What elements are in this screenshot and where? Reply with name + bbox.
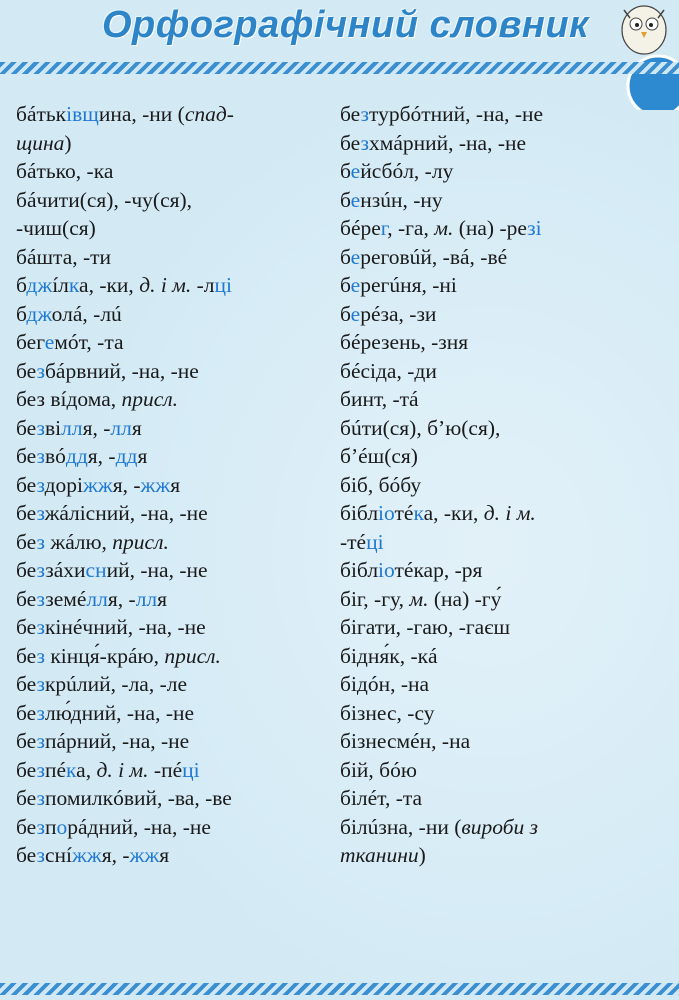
highlighted-letters: і — [378, 501, 385, 525]
entry-text: бе — [16, 444, 37, 468]
dictionary-entry — [340, 727, 665, 756]
entry-text: б — [340, 244, 351, 269]
highlighted-letters: жж — [72, 843, 102, 867]
entry-text: я — [137, 444, 148, 468]
highlighted-letters: лл — [110, 415, 132, 440]
entry-text: снí — [44, 843, 72, 867]
entry-text: -тé — [340, 529, 367, 554]
dictionary-entry — [340, 699, 665, 728]
entry-text: п — [44, 814, 57, 839]
dictionary-entry — [16, 471, 341, 500]
entry-text: я — [131, 415, 142, 440]
highlighted-letters: з — [36, 501, 45, 525]
entry-text: а, — [76, 757, 97, 782]
dictionary-entry — [16, 813, 341, 842]
entry-text: бе — [340, 130, 361, 155]
highlighted-letters: з — [36, 358, 45, 383]
entry-text: -л — [191, 273, 215, 297]
entry-text: бе — [16, 814, 37, 839]
dictionary-entry — [340, 841, 665, 870]
entry-text: крúлий, -ла, -ле — [44, 672, 188, 696]
entry-text: турбóтний, -на, -не — [368, 102, 544, 126]
entry-text: бе — [16, 358, 37, 383]
entry-text: бізнес, -су — [340, 700, 435, 725]
entry-text: бе — [16, 529, 37, 554]
entry-text: хмáрний, -на, -не — [368, 130, 527, 155]
entry-text: бинт, -тá — [340, 387, 419, 411]
dictionary-entry — [16, 613, 341, 642]
entry-text: бáчити(ся), -чу(ся), — [16, 187, 193, 212]
entry-text: б — [340, 301, 351, 326]
entry-text: жáлю, — [44, 529, 113, 554]
highlighted-letters: з — [36, 672, 45, 696]
entry-text: а, -ки, — [423, 501, 484, 525]
entry-text: ) — [418, 843, 426, 867]
entry-text: бідóн, -на — [340, 672, 430, 696]
entry-text: зáхи — [45, 558, 86, 582]
highlighted-letters: г — [380, 216, 388, 240]
dictionary-entry — [16, 186, 341, 215]
italic-note: присл. — [164, 643, 221, 668]
highlighted-letters: дд — [115, 444, 138, 468]
highlighted-letters: зі — [527, 216, 542, 240]
entry-text: вó — [44, 444, 66, 468]
highlighted-letters: з — [36, 586, 46, 611]
dictionary-entry — [16, 528, 341, 557]
highlighted-letters: е — [350, 159, 361, 183]
entry-text: б — [16, 273, 27, 297]
entry-text: жáлісний, -на, -не — [44, 501, 208, 525]
italic-note: д. і м. — [483, 501, 536, 525]
entry-text: я, - — [101, 843, 130, 867]
dictionary-entry — [16, 727, 341, 756]
dictionary-entry — [340, 100, 665, 129]
highlighted-letters: жж — [129, 843, 160, 867]
italic-note: присл. — [121, 387, 179, 411]
dictionary-entry — [340, 271, 665, 300]
highlighted-letters: лл — [61, 415, 83, 440]
entry-text: пé — [44, 757, 67, 782]
highlighted-letters: з — [36, 558, 46, 582]
dictionary-entry — [340, 385, 665, 414]
entry-text: біг, -гу, — [340, 586, 410, 611]
highlighted-letters: дж — [26, 273, 53, 297]
entry-text: бе — [16, 586, 37, 611]
highlighted-letters: з — [36, 757, 45, 782]
entry-text: ина, -ни ( — [98, 102, 185, 126]
highlighted-letters: жж — [140, 472, 171, 497]
entry-text: помилкóвий, -ва, -ве — [44, 786, 232, 810]
highlighted-letters: лл — [86, 586, 108, 611]
entry-text: -пé — [148, 757, 183, 782]
entry-text: (на) -ре — [453, 216, 528, 240]
entry-text: я — [157, 586, 168, 611]
entry-text: б — [16, 301, 27, 326]
entry-text: б — [340, 273, 351, 297]
dictionary-entry — [340, 756, 665, 785]
entry-text: бе — [16, 757, 37, 782]
entry-text: олá, -лú — [51, 301, 122, 326]
entry-text: бігати, -гаю, -гаєш — [340, 615, 511, 639]
dictionary-entry — [16, 100, 341, 129]
entry-text: без вíдома, — [16, 387, 122, 411]
highlighted-letters: к — [66, 757, 77, 782]
entry-text: бе — [16, 615, 37, 639]
highlighted-letters: о — [384, 558, 395, 582]
entry-text: я, - — [82, 415, 111, 440]
dictionary-entry — [16, 556, 341, 585]
entry-text: бе — [16, 643, 37, 668]
dictionary-entry — [340, 442, 665, 471]
italic-note: д. і м. — [96, 757, 149, 782]
highlighted-letters: ці — [214, 273, 233, 297]
entry-text: дорі — [44, 472, 83, 497]
entry-text: білúзна, -ни ( — [340, 814, 462, 839]
entry-text: я, - — [112, 472, 141, 497]
dictionary-entry — [16, 784, 341, 813]
highlighted-letters: е — [350, 244, 361, 269]
highlighted-letters: е — [350, 301, 361, 326]
dictionary-entry — [340, 813, 665, 842]
highlighted-letters: з — [36, 415, 45, 440]
highlighted-letters: к — [68, 273, 80, 297]
highlighted-letters: з — [360, 130, 369, 155]
entry-text: бібл — [340, 558, 379, 582]
entry-text: бéрезень, -зня — [340, 330, 469, 354]
entry-text: пáрний, -на, -не — [44, 729, 190, 753]
entry-text: бібл — [340, 501, 379, 525]
entry-text: (на) -гу́ — [428, 586, 502, 611]
dictionary-entry — [340, 784, 665, 813]
entry-text: я — [159, 843, 170, 867]
dictionary-entry — [340, 129, 665, 158]
highlighted-letters: з — [36, 843, 45, 867]
entry-text: бій, бóю — [340, 757, 417, 782]
entry-text: бúти(ся), б’ю(ся), — [340, 415, 501, 440]
entry-text: ві — [44, 415, 62, 440]
entry-text: ) — [64, 130, 72, 155]
entry-text: бéре — [340, 216, 381, 240]
entry-text: бе — [16, 700, 37, 725]
highlighted-letters: дд — [65, 444, 88, 468]
dictionary-entry — [16, 699, 341, 728]
entry-text: кінця́-крáю, — [44, 643, 165, 668]
left-column — [16, 100, 341, 870]
dictionary-entry — [16, 499, 341, 528]
dictionary-entry — [340, 585, 665, 614]
highlighted-letters: ів — [66, 102, 83, 126]
entry-text: бе — [340, 102, 361, 126]
highlighted-letters: жж — [83, 472, 113, 497]
dictionary-entry — [340, 157, 665, 186]
dictionary-entry — [16, 841, 341, 870]
italic-note: м. — [409, 586, 429, 611]
entry-text: а, -ки, — [79, 273, 140, 297]
highlighted-letters: дж — [26, 301, 52, 326]
dictionary-entry — [340, 471, 665, 500]
highlighted-letters: і — [378, 558, 385, 582]
dictionary-entry — [16, 385, 341, 414]
entry-text: регúня, -ні — [360, 273, 457, 297]
highlighted-letters: ці — [366, 529, 384, 554]
dictionary-entry — [16, 300, 341, 329]
dictionary-entry — [16, 157, 341, 186]
highlighted-letters: е — [350, 273, 361, 297]
entry-text: бідня́к, -кá — [340, 643, 438, 668]
dictionary-entry — [16, 328, 341, 357]
highlighted-letters: лл — [135, 586, 158, 611]
page-title: Орфографічний словник — [102, 4, 589, 46]
dictionary-entry — [340, 300, 665, 329]
dictionary-entry — [16, 442, 341, 471]
entry-text: біб, бóбу — [340, 472, 422, 497]
entry-text: , -га, — [387, 216, 435, 240]
dictionary-entry — [340, 357, 665, 386]
dictionary-entry — [340, 186, 665, 215]
entry-text: йсбóл, -лу — [360, 159, 454, 183]
dictionary-entry — [340, 499, 665, 528]
dictionary-entry — [340, 414, 665, 443]
entry-text: -чиш(ся) — [16, 216, 96, 240]
italic-note: спад- — [184, 102, 234, 126]
bottom-decorative-stripe — [0, 983, 679, 995]
highlighted-letters: з — [36, 472, 45, 497]
dictionary-entry — [340, 613, 665, 642]
entry-text: бáтько, -ка — [16, 159, 114, 183]
highlighted-letters: к — [413, 501, 424, 525]
entry-text: бе — [16, 501, 37, 525]
entry-text: я, - — [87, 444, 116, 468]
entry-text: бе — [16, 558, 37, 582]
page-header — [0, 0, 679, 60]
highlighted-letters: з — [36, 643, 45, 668]
entry-text: бе — [16, 843, 37, 867]
highlighted-letters: з — [36, 786, 45, 810]
dictionary-entry — [340, 243, 665, 272]
entry-text: бе — [16, 672, 37, 696]
highlighted-letters: з — [36, 615, 45, 639]
entry-text: лю́дний, -на, -не — [44, 700, 195, 725]
dictionary-entry — [340, 528, 665, 557]
entry-text: бе — [16, 472, 37, 497]
highlighted-letters: о — [56, 814, 68, 839]
dictionary-entry — [16, 271, 341, 300]
entry-text: я — [170, 472, 181, 497]
highlighted-letters: з — [360, 102, 369, 126]
highlighted-letters: з — [36, 814, 45, 839]
dictionary-entry — [16, 129, 341, 158]
italic-note: тканини — [340, 843, 419, 867]
entry-text: бег — [16, 330, 45, 354]
dictionary-entry — [16, 670, 341, 699]
highlighted-letters: з — [36, 444, 45, 468]
highlighted-letters: е — [44, 330, 55, 354]
dictionary-entry — [340, 556, 665, 585]
entry-text: я, - — [107, 586, 136, 611]
entry-text: бе — [16, 729, 37, 753]
entry-text: рáдний, -на, -не — [67, 814, 211, 839]
entry-text: білéт, -та — [340, 786, 423, 810]
dictionary-entry — [16, 414, 341, 443]
entry-text: реговúй, -вá, -вé — [360, 244, 508, 269]
dictionary-entry — [16, 214, 341, 243]
highlighted-letters: щ — [82, 102, 99, 126]
highlighted-letters: ці — [182, 757, 200, 782]
highlighted-letters: з — [36, 700, 45, 725]
entry-text: íл — [52, 273, 69, 297]
entry-text: бізнесмéн, -на — [340, 729, 471, 753]
dictionary-entry — [340, 670, 665, 699]
highlighted-letters: з — [36, 729, 45, 753]
entry-text: бáшта, -ти — [16, 244, 112, 269]
entry-text: бе — [16, 415, 37, 440]
entry-text: б — [340, 187, 351, 212]
italic-note: вироби з — [461, 814, 539, 839]
italic-note: д. і м. — [139, 273, 192, 297]
entry-text: рéза, -зи — [360, 301, 437, 326]
entry-text: тéкар, -ря — [394, 558, 483, 582]
dictionary-entry — [16, 756, 341, 785]
dictionary-entry — [16, 357, 341, 386]
entry-text: бéсіда, -ди — [340, 358, 437, 383]
dictionary-entry — [16, 642, 341, 671]
highlighted-letters: е — [350, 187, 361, 212]
dictionary-entry — [16, 243, 341, 272]
dictionary-entry — [340, 214, 665, 243]
right-column — [340, 100, 665, 870]
entry-text: нзúн, -ну — [360, 187, 443, 212]
entry-text: земé — [45, 586, 87, 611]
highlighted-letters: з — [36, 529, 45, 554]
entry-text: ий, -на, -не — [106, 558, 208, 582]
dictionary-entry — [340, 328, 665, 357]
entry-text: б’éш(ся) — [340, 444, 418, 468]
dictionary-entry — [340, 642, 665, 671]
entry-text: тé — [394, 501, 414, 525]
dictionary-entry — [16, 585, 341, 614]
highlighted-letters: о — [384, 501, 395, 525]
entry-text: бáрвний, -на, -не — [44, 358, 199, 383]
top-decorative-stripe — [0, 62, 679, 74]
italic-note: присл. — [112, 529, 169, 554]
entry-text: мóт, -та — [54, 330, 124, 354]
entry-text: кінéчний, -на, -не — [44, 615, 206, 639]
entry-text: бáтьк — [16, 102, 67, 126]
entry-text: б — [340, 159, 351, 183]
italic-note: щина — [16, 130, 65, 155]
owl-icon — [610, 0, 679, 110]
entry-text: бе — [16, 786, 37, 810]
italic-note: м. — [434, 216, 454, 240]
highlighted-letters: сн — [85, 558, 107, 582]
